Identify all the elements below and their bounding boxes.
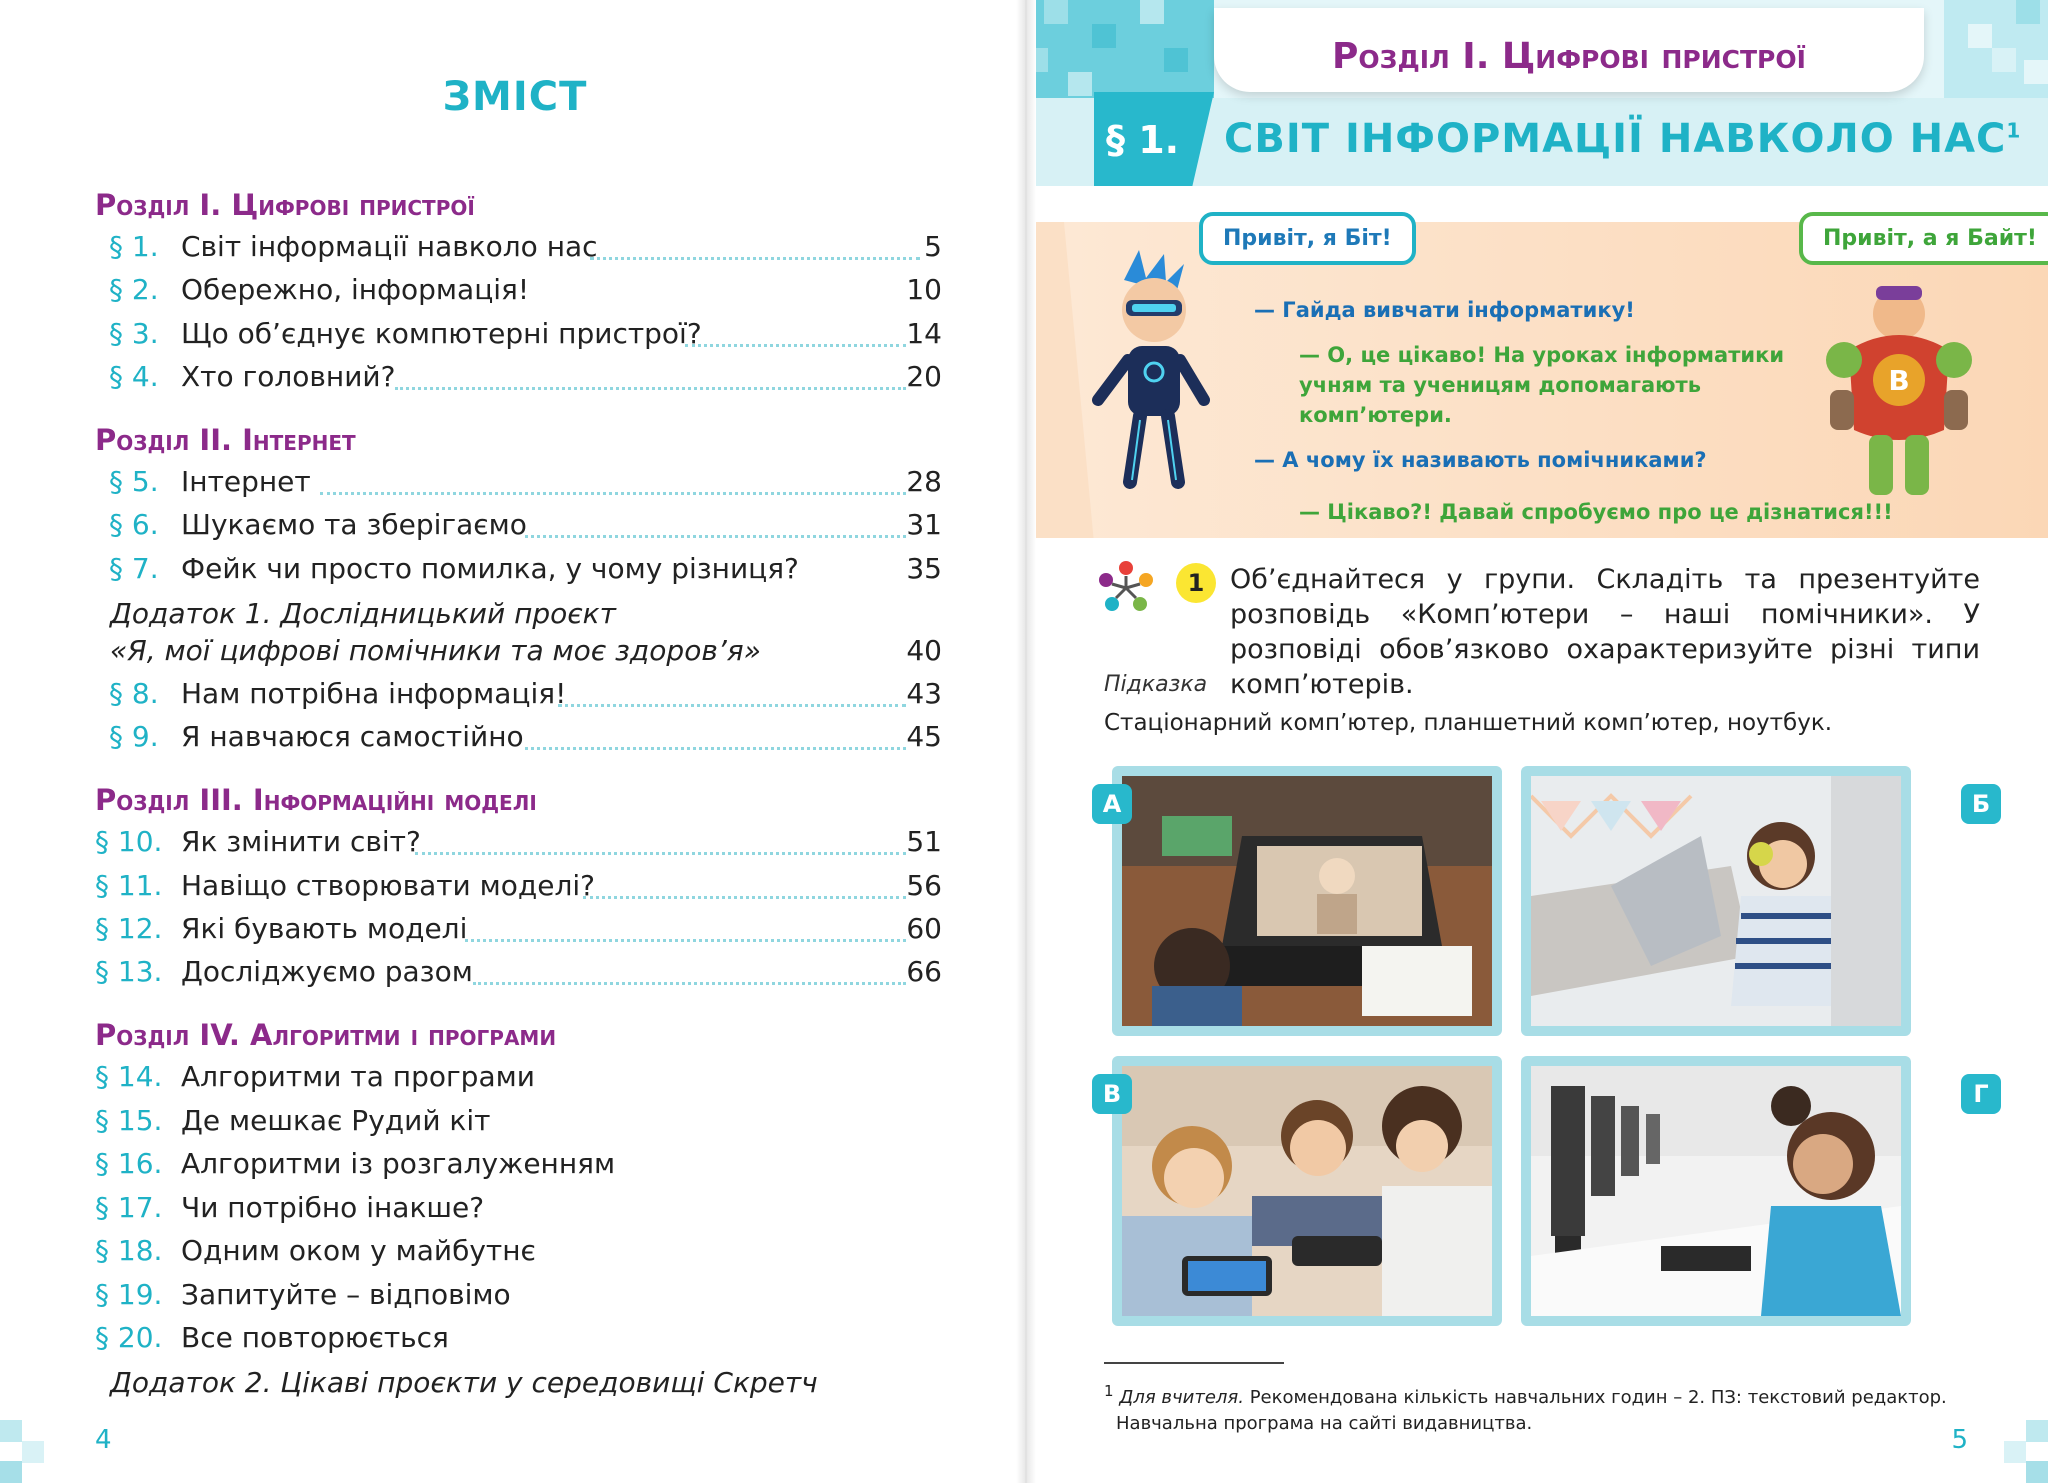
decor-pixel <box>2004 1441 2026 1463</box>
dialog-line: — О, це цікаво! На уроках інформатики <box>1299 343 1785 367</box>
toc-item[interactable]: § 5. Інтернет 28 <box>109 465 942 498</box>
page-number-right: 5 <box>1951 1425 1968 1455</box>
toc-item[interactable]: § 3. Що об’єднує компютерні пристрої? 14 <box>109 317 942 350</box>
footnote: $^1$ Для вчителя. Рекомендована кількість навчальних годин – 2. ПЗ: текстовий редактор. Навчальна програма на сайті видавництва. <box>1104 1382 1947 1434</box>
chapter-title: Розділ I. Цифрові пристрої <box>1332 36 1806 77</box>
decor-pixel <box>0 1420 22 1442</box>
photo-boy-laptop <box>1122 776 1492 1026</box>
section-title: СВІТ ІНФОРМАЦІЇ НАВКОЛО НАС$^1$ <box>1224 116 2022 162</box>
dialog-line: комп’ютери. <box>1299 403 1452 427</box>
footnote-rule <box>1104 1362 1284 1364</box>
photo-computer-class <box>1531 1066 1901 1316</box>
photo-kids-tablets <box>1122 1066 1492 1316</box>
toc-item[interactable]: § 11. Навіщо створювати моделі? 56 <box>95 869 942 902</box>
section-heading-3: Розділ III. Інформаційні моделі <box>95 783 537 817</box>
section-heading-1: Розділ I. Цифрові пристрої <box>95 188 475 222</box>
toc-item[interactable]: § 19. Запитуйте – відповімо <box>95 1278 511 1311</box>
toc-item[interactable]: § 20. Все повторюється <box>95 1321 449 1354</box>
speech-bubble-byte: Привіт, а я Байт! <box>1799 212 2048 265</box>
speech-bubble-bit: Привіт, я Біт! <box>1199 212 1416 265</box>
lesson-page <box>1024 0 2048 1483</box>
toc-item[interactable]: § 4. Хто головний? 20 <box>109 360 942 393</box>
dialog-line: — А чому їх називають помічниками? <box>1254 448 1707 472</box>
toc-title: ЗМІСТ <box>442 74 588 120</box>
appendix-1-line1: Додаток 1. Дослідницький проєкт <box>110 597 616 630</box>
decor-pixel <box>22 1441 44 1463</box>
photo-a-frame <box>1112 766 1502 1036</box>
decor-pixel <box>2026 1461 2048 1483</box>
photo-label-c: В <box>1092 1074 1132 1114</box>
robot-byte-illustration <box>1824 280 1974 500</box>
toc-item[interactable]: § 15. Де мешкає Рудий кіт <box>95 1104 491 1137</box>
decor-pixel <box>0 1461 22 1483</box>
photo-label-b: Б <box>1961 784 2001 824</box>
toc-item[interactable]: § 17. Чи потрібно інакше? <box>95 1191 485 1224</box>
dialog-line: — Цікаво?! Давай спробуємо про це дізнатися!!! <box>1299 500 1893 524</box>
task-text: Об’єднайтеся у групи. Складіть та презентуйте розповідь «Комп’ютери – наші помічники». У розповіді обов’язково охарактеризуйте різні типи комп’ютерів. <box>1230 564 1980 700</box>
toc-item[interactable]: § 2. Обережно, інформація! 10 <box>109 273 942 306</box>
toc-item[interactable]: § 9. Я навчаюся самостійно 45 <box>109 720 942 753</box>
hint-text: Стаціонарний комп’ютер, планшетний комп’ютер, ноутбук. <box>1104 710 1833 736</box>
photo-label-a: А <box>1092 784 1132 824</box>
appendix-2: Додаток 2. Цікаві проєкти у середовищі Скретч <box>110 1366 818 1399</box>
toc-item[interactable]: § 12. Які бувають моделі 60 <box>95 912 942 945</box>
appendix-1-item[interactable]: «Я, мої цифрові помічники та моє здоров’я» 40 <box>110 634 942 667</box>
photo-girl-headphones <box>1531 776 1901 1026</box>
group-work-icon <box>1096 558 1156 618</box>
toc-item[interactable]: § 7. Фейк чи просто помилка, у чому різниця? 35 <box>109 552 942 585</box>
dialog-line: учням та ученицям допомагають <box>1299 373 1701 397</box>
toc-item[interactable]: § 8. Нам потрібна інформація! 43 <box>109 677 942 710</box>
photo-d-frame <box>1521 1056 1911 1326</box>
toc-item[interactable]: § 14. Алгоритми та програми <box>95 1060 535 1093</box>
toc-item[interactable]: § 13. Досліджуємо разом 66 <box>95 955 942 988</box>
section-heading-4: Розділ IV. Алгоритми і програми <box>95 1018 557 1052</box>
toc-item[interactable]: § 1. Світ інформації навколо нас 5 <box>109 230 942 263</box>
photo-b-frame <box>1521 766 1911 1036</box>
robot-bit-illustration <box>1084 250 1214 490</box>
toc-item[interactable]: § 6. Шукаємо та зберігаємо 31 <box>109 508 942 541</box>
task-number-badge: 1 <box>1176 563 1216 603</box>
book-gutter <box>1016 0 1036 1483</box>
hint-label: Підказка <box>1104 672 1208 697</box>
decor-pixel <box>2026 1420 2048 1442</box>
footnote-ref[interactable]: 1 <box>2006 118 2022 143</box>
toc-item[interactable]: § 18. Одним оком у майбутнє <box>95 1234 536 1267</box>
svg-text:B: B <box>1888 364 1910 397</box>
photo-c-frame <box>1112 1056 1502 1326</box>
toc-item[interactable]: § 10. Як змінити світ? 51 <box>95 825 942 858</box>
toc-item[interactable]: § 16. Алгоритми із розгалуженням <box>95 1147 616 1180</box>
section-heading-2: Розділ II. Інтернет <box>95 423 356 457</box>
dialog-line: — Гайда вивчати інформатику! <box>1254 298 1635 322</box>
section-number: § 1. <box>1106 118 1180 162</box>
photo-label-d: Г <box>1961 1074 2001 1114</box>
page-number-left: 4 <box>95 1425 112 1455</box>
